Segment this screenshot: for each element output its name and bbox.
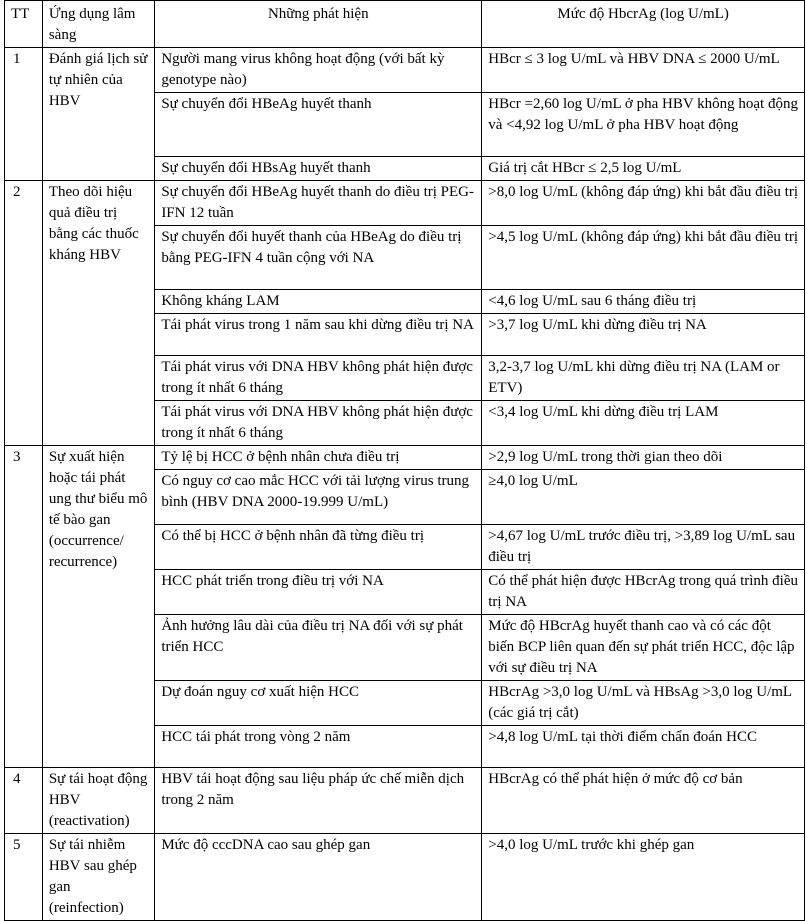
hbcrag-level-cell: HBcr ≤ 3 log U/mL và HBV DNA ≤ 2000 U/mL xyxy=(482,48,805,93)
finding-cell: Có nguy cơ cao mắc HCC với tải lượng virus trung bình (HBV DNA 2000-19.999 U/mL) xyxy=(155,470,482,525)
finding-cell: Ảnh hưởng lâu dài của điều trị NA đối với sự phát triển HCC xyxy=(155,615,482,681)
finding-cell: Không kháng LAM xyxy=(155,290,482,314)
hbcrag-level-cell: Mức độ HBcrAg huyết thanh cao và có các đột biến BCP liên quan đến sự phát triển HCC, độc lập với sự điều trị NA xyxy=(482,615,805,681)
finding-cell: Tái phát virus trong 1 năm sau khi dừng điều trị NA xyxy=(155,314,482,356)
header-findings: Những phát hiện xyxy=(155,1,482,48)
finding-cell: Sự chuyển đổi HBsAg huyết thanh xyxy=(155,157,482,181)
header-hbcrag-level: Mức độ HbcrAg (log U/mL) xyxy=(482,1,805,48)
clinical-application: Theo dõi hiệu quả điều trị bằng các thuốc kháng HBV xyxy=(42,181,154,446)
hbcrag-level-cell: >4,67 log U/mL trước điều trị, >3,89 log U/mL sau điều trị xyxy=(482,525,805,570)
finding-cell: Mức độ cccDNA cao sau ghép gan xyxy=(155,834,482,921)
hbcrag-level-cell: >4,8 log U/mL tại thời điểm chẩn đoán HCC xyxy=(482,726,805,768)
hbcrag-level-cell: >2,9 log U/mL trong thời gian theo dõi xyxy=(482,446,805,470)
table-row xyxy=(5,834,805,921)
hbcrag-level-cell: >4,0 log U/mL trước khi ghép gan xyxy=(482,834,805,921)
finding-cell: Tái phát virus với DNA HBV không phát hiện được trong ít nhất 6 tháng xyxy=(155,356,482,401)
hbcrag-level-cell: ≥4,0 log U/mL xyxy=(482,470,805,525)
hbcrag-table xyxy=(4,0,805,921)
table-body xyxy=(5,48,805,921)
hbcrag-level-cell: >4,5 log U/mL (không đáp ứng) khi bắt đầu điều trị xyxy=(482,226,805,290)
finding-cell: Sự chuyển đổi huyết thanh của HBeAg do điều trị bằng PEG-IFN 4 tuần cộng với NA xyxy=(155,226,482,290)
table-header-row xyxy=(5,1,805,48)
clinical-application: Sự xuất hiện hoặc tái phát ung thư biểu mô tế bào gan (occurrence/ recurrence) xyxy=(42,446,154,768)
header-tt: TT xyxy=(5,1,43,48)
row-number: 2 xyxy=(5,181,43,446)
hbcrag-level-cell: >8,0 log U/mL (không đáp ứng) khi bắt đầu điều trị xyxy=(482,181,805,226)
table-row xyxy=(5,446,805,470)
finding-cell: Tái phát virus với DNA HBV không phát hiện được trong ít nhất 6 tháng xyxy=(155,401,482,446)
table-row xyxy=(5,181,805,226)
clinical-application: Sự tái nhiễm HBV sau ghép gan (reinfection) xyxy=(42,834,154,921)
finding-cell: Dự đoán nguy cơ xuất hiện HCC xyxy=(155,681,482,726)
hbcrag-level-cell: 3,2-3,7 log U/mL khi dừng điều trị NA (LAM or ETV) xyxy=(482,356,805,401)
finding-cell: HCC phát triển trong điều trị với NA xyxy=(155,570,482,615)
table-row xyxy=(5,768,805,834)
finding-cell: HBV tái hoạt động sau liệu pháp ức chế miễn dịch trong 2 năm xyxy=(155,768,482,834)
finding-cell: HCC tái phát trong vòng 2 năm xyxy=(155,726,482,768)
row-number: 1 xyxy=(5,48,43,181)
finding-cell: Tỷ lệ bị HCC ở bệnh nhân chưa điều trị xyxy=(155,446,482,470)
hbcrag-level-cell: <3,4 log U/mL khi dừng điều trị LAM xyxy=(482,401,805,446)
hbcrag-level-cell: HBcr =2,60 log U/mL ở pha HBV không hoạt động và <4,92 log U/mL ở pha HBV hoạt động xyxy=(482,93,805,157)
row-number: 5 xyxy=(5,834,43,921)
clinical-application: Đánh giá lịch sử tự nhiên của HBV xyxy=(42,48,154,181)
hbcrag-level-cell: Giá trị cắt HBcr ≤ 2,5 log U/mL xyxy=(482,157,805,181)
finding-cell: Sự chuyển đổi HBeAg huyết thanh xyxy=(155,93,482,157)
header-application: Ứng dụng lâm sàng xyxy=(42,1,154,48)
hbcrag-level-cell: Có thể phát hiện được HBcrAg trong quá trình điều trị NA xyxy=(482,570,805,615)
clinical-application: Sự tái hoạt động HBV (reactivation) xyxy=(42,768,154,834)
finding-cell: Sự chuyển đổi HBeAg huyết thanh do điều trị PEG-IFN 12 tuần xyxy=(155,181,482,226)
table-row xyxy=(5,48,805,93)
finding-cell: Có thể bị HCC ở bệnh nhân đã từng điều trị xyxy=(155,525,482,570)
hbcrag-level-cell: <4,6 log U/mL sau 6 tháng điều trị xyxy=(482,290,805,314)
row-number: 3 xyxy=(5,446,43,768)
hbcrag-level-cell: HBcrAg >3,0 log U/mL và HBsAg >3,0 log U/mL (các giá trị cắt) xyxy=(482,681,805,726)
row-number: 4 xyxy=(5,768,43,834)
hbcrag-level-cell: >3,7 log U/mL khi dừng điều trị NA xyxy=(482,314,805,356)
hbcrag-level-cell: HBcrAg có thể phát hiện ở mức độ cơ bản xyxy=(482,768,805,834)
finding-cell: Người mang virus không hoạt động (với bất kỳ genotype nào) xyxy=(155,48,482,93)
